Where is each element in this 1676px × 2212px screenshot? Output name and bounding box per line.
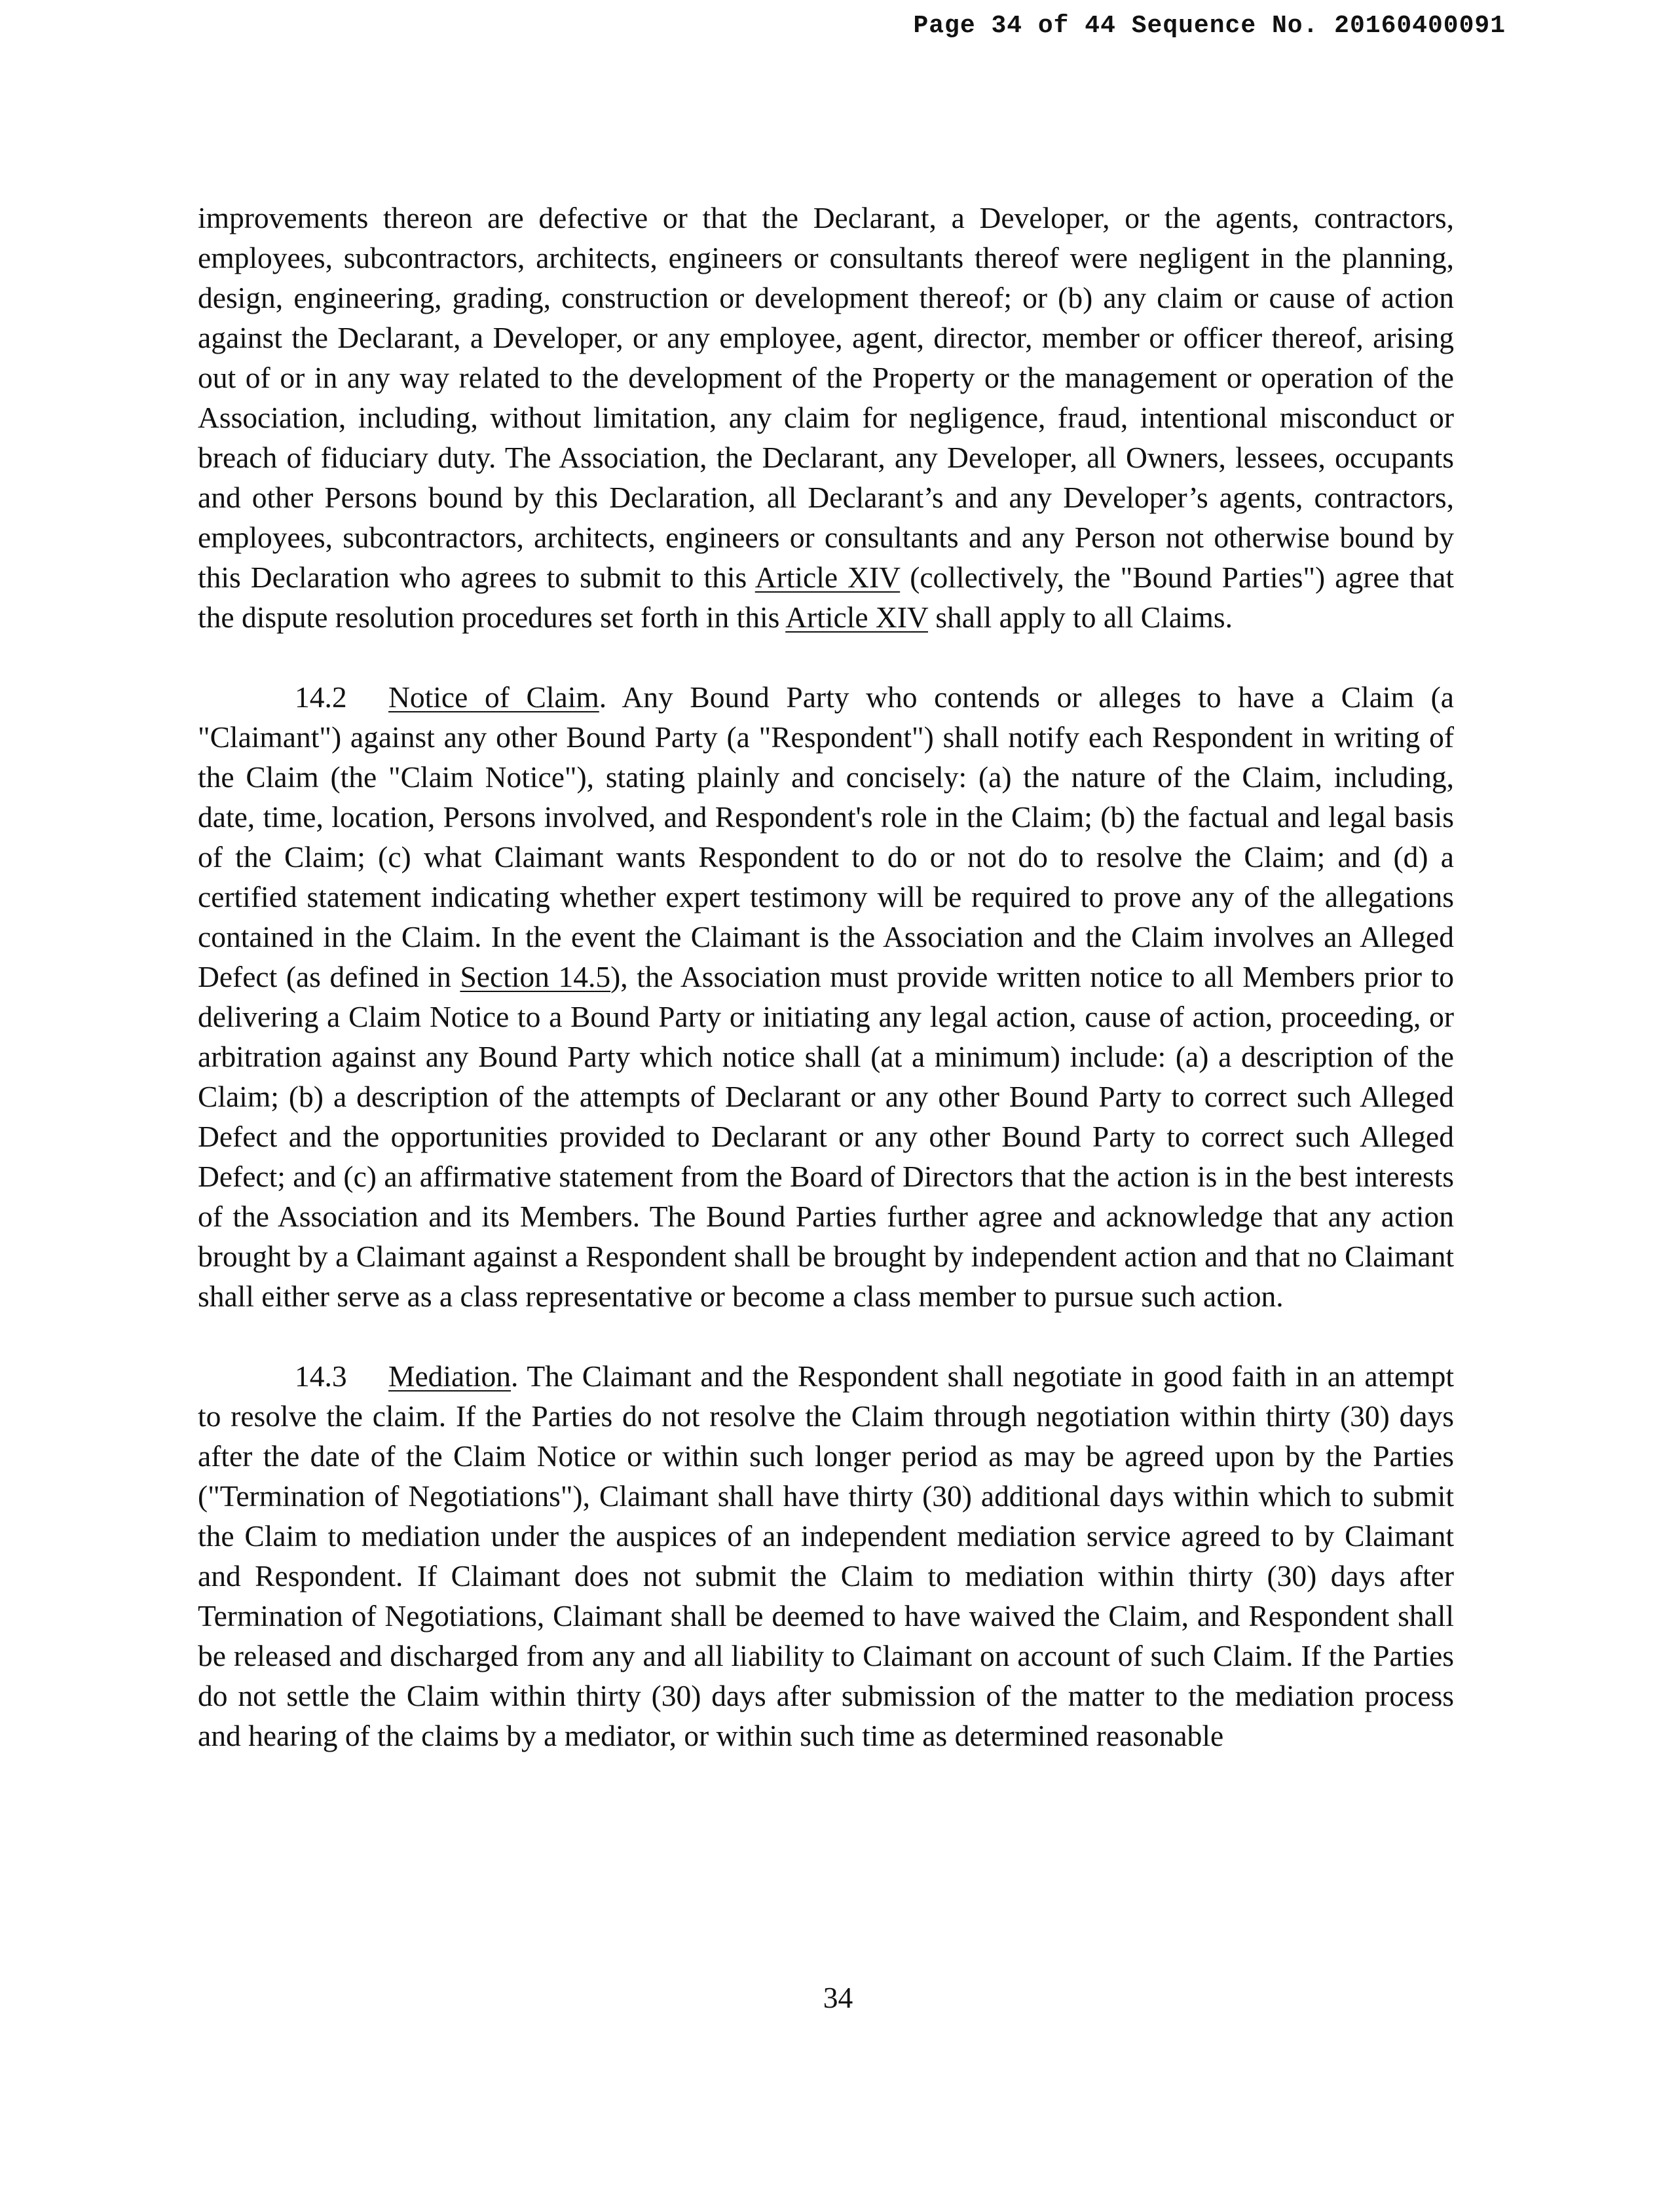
paragraph-claims-continued — [198, 198, 1454, 637]
para1-text-a: improvements thereon are defective or that the Declarant, a Developer, or the agents, contractors, employees, subcontractors, architects, engineers or consultants thereof were negligent in the planning, design, engineering, grading, construction or development thereof; or (b) any claim or cause of action against the Declarant, a Developer, or any employee, agent, director, member or officer thereof, arising out of or in any way related to the development of the Property or the management or operation of the Association, including, without limitation, any claim for negligence, fraud, intentional misconduct or breach of fiduciary duty. The Association, the Declarant, any Developer, all Owners, lessees, occupants and other Persons bound by this Declaration, all Declarant’s and any Developer’s agents, contractors, employees, subcontractors, architects, engineers or consultants and any Person not otherwise bound by this Declaration who agrees to submit to this — [198, 201, 1454, 594]
section-14-2-text-a: . Any Bound Party who contends or alleges to have a Claim (a "Claimant") against any other Bound Party (a "Respondent") shall notify each Respondent in writing of the Claim (the "Claim Notice"), stating plainly and concisely: (a) the nature of the Claim, including, date, time, location, Persons involved, and Respondent's role in the Claim; (b) the factual and legal basis of the Claim; (c) what Claimant wants Respondent to do or not do to resolve the Claim; and (d) a certified statement indicating whether expert testimony will be required to prove any of the allegations contained in the Claim. In the event the Claimant is the Association and the Claim involves an Alleged Defect (as defined in — [198, 680, 1454, 993]
section-14-2-text-b: ), the Association must provide written notice to all Members prior to delivering a Claim Notice to a Bound Party or initiating any legal action, cause of action, proceeding, or arbitration against any Bound Party which notice shall (at a minimum) include: (a) a description of the Claim; (b) a description of the attempts of Declarant or any other Bound Party to correct such Alleged Defect and the opportunities provided to Declarant or any other Bound Party to correct such Alleged Defect; and (c) an affirmative statement from the Board of Directors that the action is in the best interests of the Association and its Members. The Bound Parties further agree and acknowledge that any action brought by a Claimant against a Respondent shall be brought by independent action and that no Claimant shall either serve as a class representative or become a class member to pursue such action. — [198, 960, 1454, 1313]
page-header: Page 34 of 44 Sequence No. 20160400091 — [913, 12, 1506, 40]
para1-text-b: (collectively, the "Bound Parties") agree that the dispute resolution procedures set forth in this — [198, 561, 1454, 634]
section-14-2-number: 14.2 — [295, 680, 347, 714]
section-14-3-number: 14.3 — [295, 1359, 347, 1393]
section-14-5-reference: Section 14.5 — [460, 960, 611, 993]
page-number: 34 — [823, 1981, 853, 2014]
section-14-2-notice-of-claim — [198, 677, 1454, 1316]
document-body — [198, 198, 1454, 1796]
section-14-3-mediation — [198, 1356, 1454, 1756]
section-14-3-heading: Mediation — [388, 1359, 512, 1393]
section-14-3-text-a: . The Claimant and the Respondent shall negotiate in good faith in an attempt to resolve the claim. If the Parties do not resolve the Claim through negotiation within thirty (30) days after the date of the Claim Notice or within such longer period as may be agreed upon by the Parties ("Termination of Negotiations"), Claimant shall have thirty (30) additional days within which to submit the Claim to mediation under the auspices of an independent mediation service agreed to by Claimant and Respondent. If Claimant does not submit the Claim to mediation within thirty (30) days after Termination of Negotiations, Claimant shall be deemed to have waived the Claim, and Respondent shall be released and discharged from any and all liability to Claimant on account of such Claim. If the Parties do not settle the Claim within thirty (30) days after submission of the matter to the mediation process and hearing of the claims by a mediator, or within such time as determined reasonable — [198, 1359, 1454, 1752]
article-xiv-reference-1: Article XIV — [754, 561, 901, 594]
section-14-2-heading: Notice of Claim — [388, 680, 599, 714]
para1-text-c: shall apply to all Claims. — [927, 600, 1233, 634]
article-xiv-reference-2: Article XIV — [785, 600, 928, 634]
